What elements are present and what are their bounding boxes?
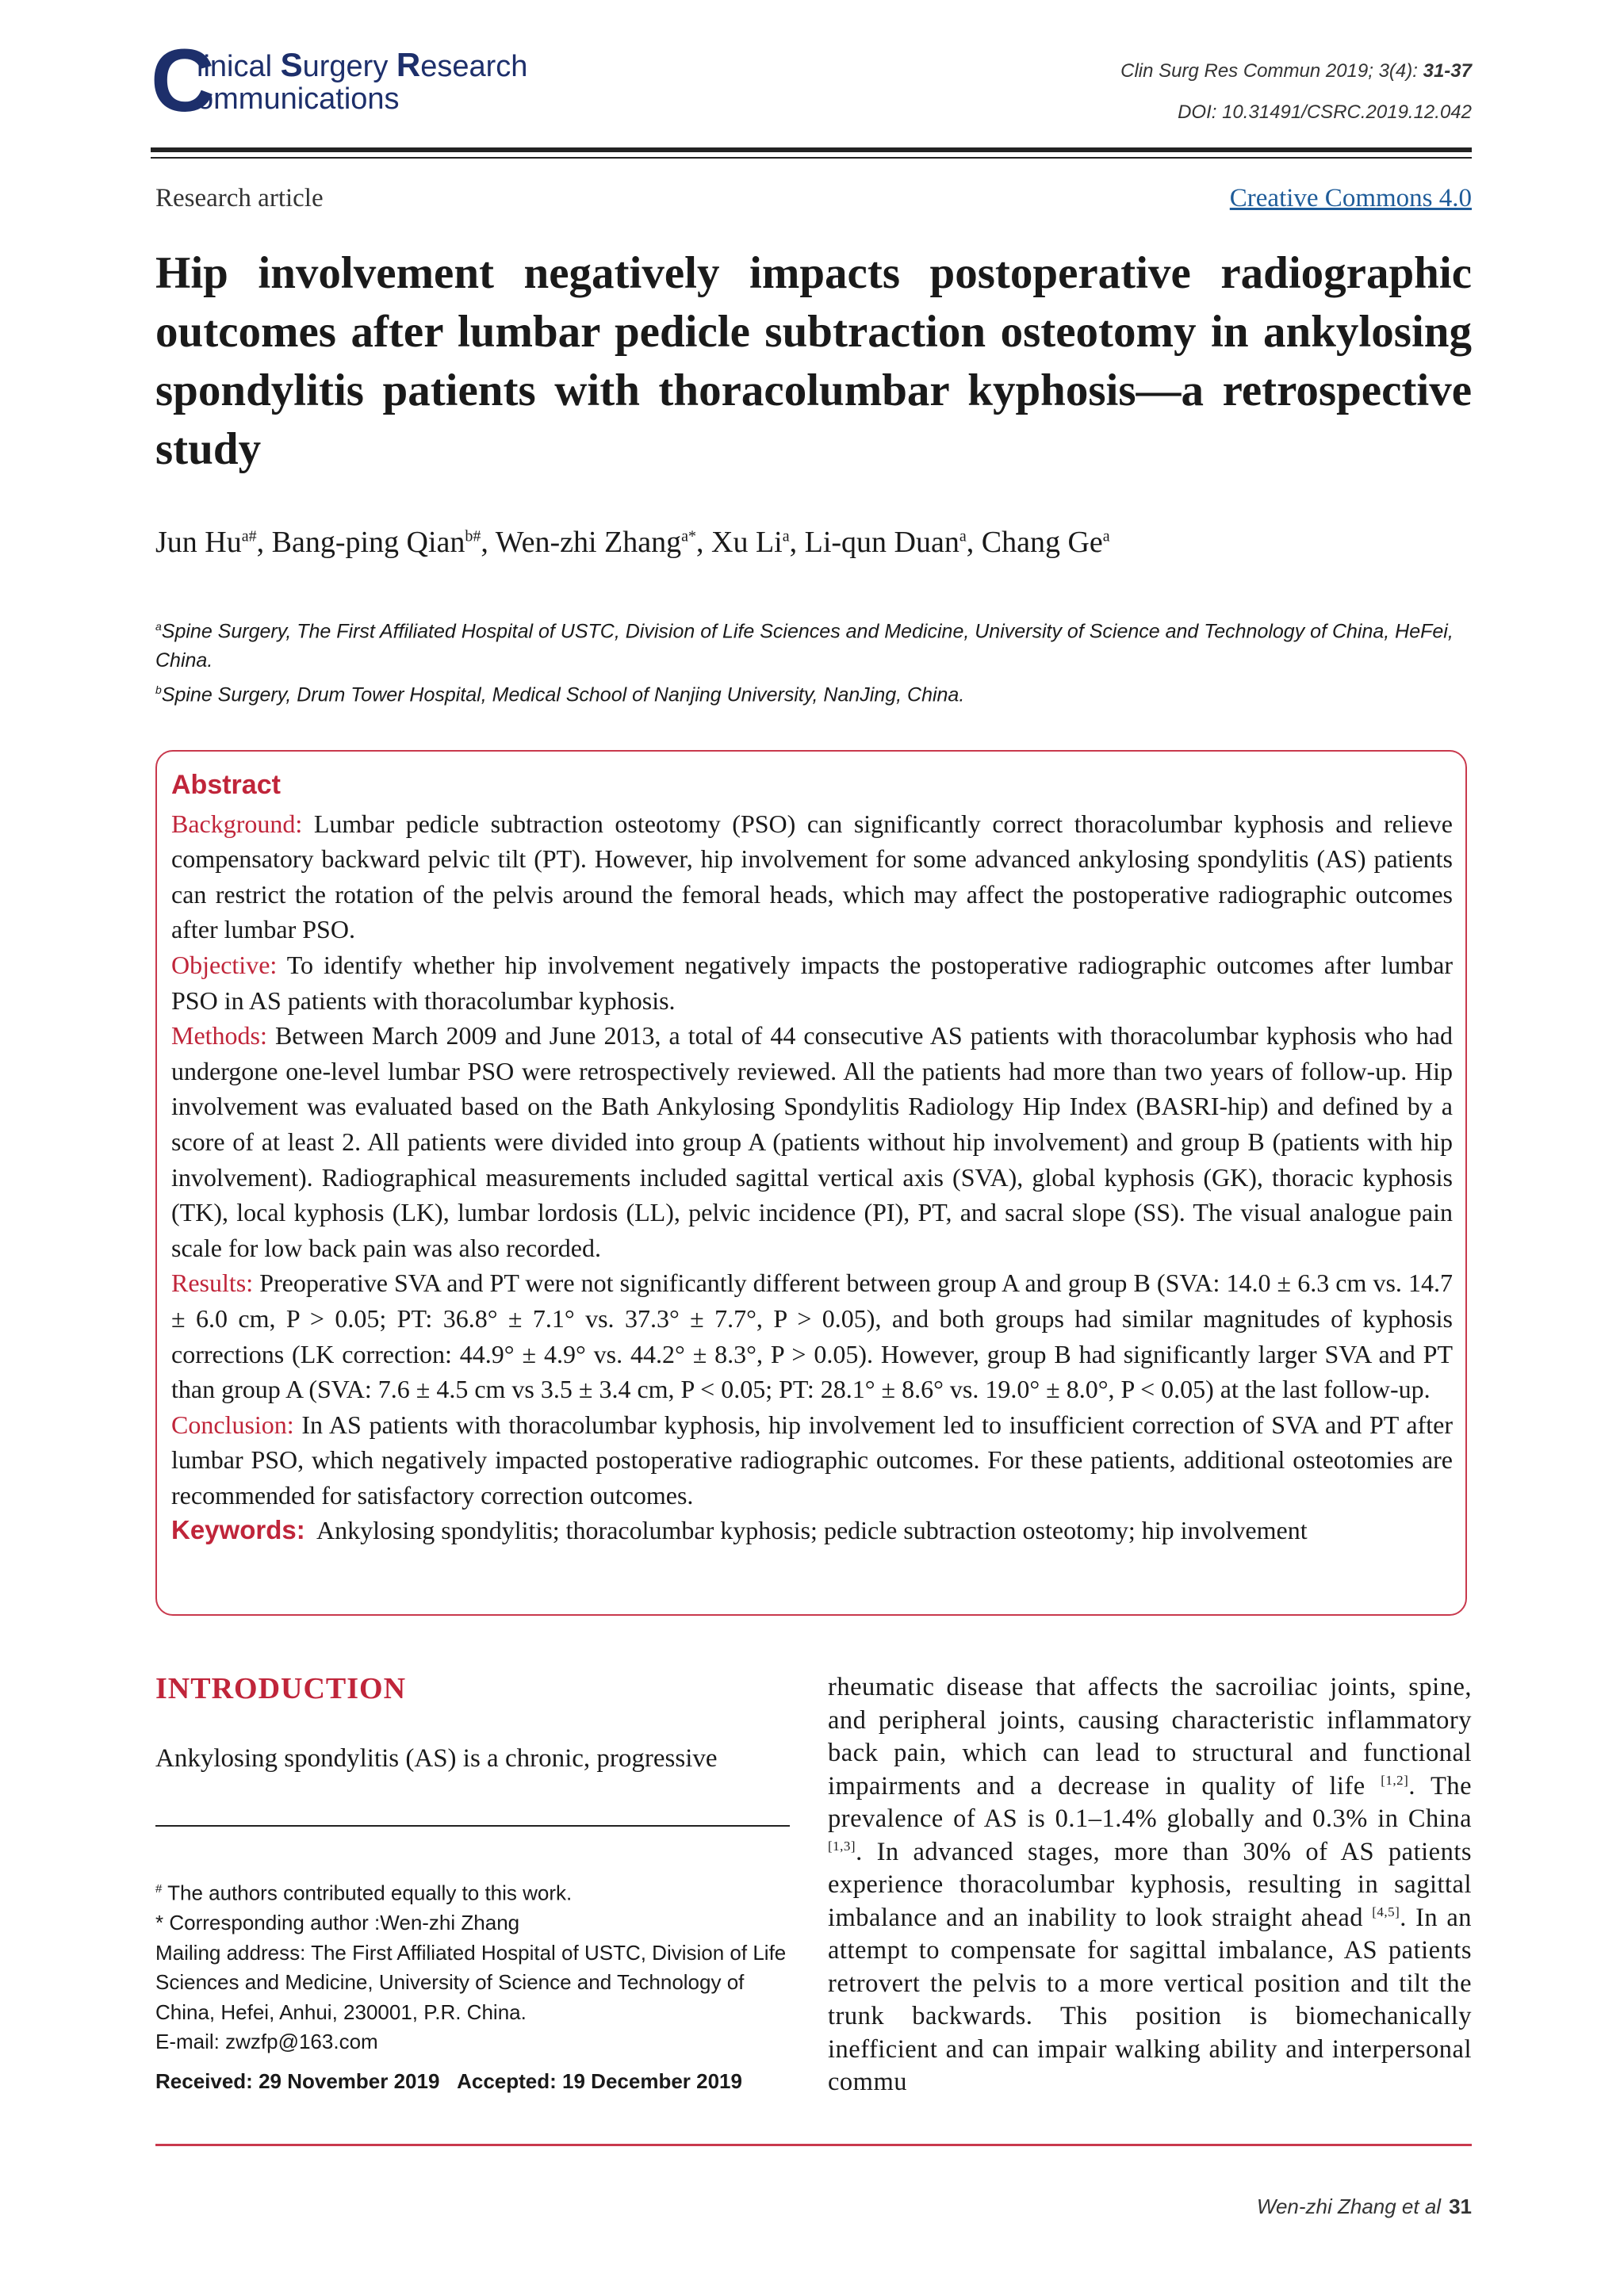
license-link[interactable]: Creative Commons 4.0 xyxy=(1229,184,1472,212)
received-accepted-dates xyxy=(155,2069,742,2094)
author-name: Wen-zhi Zhang xyxy=(495,526,682,559)
footnote-equal: # The authors contributed equally to this work. xyxy=(155,1881,573,1905)
affiliation-b: $^b$Spine Surgery, Drum Tower Hospital, Medical School of Nanjing University, NanJing, China. xyxy=(155,683,965,706)
received-date: Received: 29 November 2019 xyxy=(155,2069,440,2093)
abstract-results: Results: Preoperative SVA and PT were not significantly different between group A and group B (SVA: 14.0 ± 6.3 cm vs. 14.7 ± 6.0 cm, P > 0.05; PT: 36.8° ± 7.1° vs. 37.3° ± 7.7°, P > 0.05), and both groups had similar magnitudes of kyphosis corrections (LK correction: 44.9° ± 4.9° vs. 44.2° ± 8.3°, P > 0.05). However, group B had significantly larger SVA and PT than group A (SVA: 7.6 ± 4.5 cm vs 3.5 ± 3.4 cm, P < 0.05; PT: 28.1° ± 8.6° vs. 19.0° ± 8.0°, P < 0.05) at the last follow-up. xyxy=(171,1269,1454,1404)
affiliations xyxy=(155,612,1472,710)
doi-text: DOI: 10.31491/CSRC.2019.12.042 xyxy=(1178,101,1472,123)
page-footer xyxy=(1257,2195,1472,2219)
footer-author: Wen-zhi Zhang et al xyxy=(1256,2195,1442,2218)
abstract-objective: Objective: To identify whether hip involvement negatively impacts the postoperative radiographic outcomes after lumbar PSO in AS patients with thoracolumbar kyphosis. xyxy=(171,950,1454,1015)
abstract-conclusion: Conclusion: In AS patients with thoracolumbar kyphosis, hip involvement led to insufficient correction of SVA and PT after lumbar PSO, which negatively impacted postoperative radiographic outcomes. For these patients, additional osteotomies are recommended for satisfactory correction outcomes. xyxy=(171,1410,1454,1510)
abstract-methods: Methods: Between March 2009 and June 2013, a total of 44 consecutive AS patients with thoracolumbar kyphosis who had undergone one-level lumbar PSO were retrospectively reviewed. All the patients had more than two years of follow-up. Hip involvement was evaluated based on the Bath Ankylosing Spondylitis Radiology Hip Index (BASRI-hip) and defined by a score of at least 2. All patients were divided into group A (patients without hip involvement) and group B (patients with hip involvement). Radiographical measurements included sagittal vertical axis (SVA), global kyphosis (GK), thoracic kyphosis (TK), local kyphosis (LK), lumbar lordosis (LL), pelvic incidence (PI), PT, and sacral slope (SS). The visual analogue pain scale for low back pain was also recorded. xyxy=(171,1021,1454,1262)
citation-text: Clin Surg Res Commun 2019; 3(4): xyxy=(1120,60,1418,82)
footer-rule xyxy=(155,2144,1472,2146)
header-rule-thin xyxy=(151,157,1472,159)
author-name: Xu Li xyxy=(711,526,783,559)
logo-line-2: ommunications xyxy=(197,82,400,116)
footnote-email: E-mail: zwzfp@163.com xyxy=(155,2030,378,2054)
author-affil-mark: a xyxy=(959,527,967,545)
citation-ref[interactable]: [1,3] xyxy=(828,1838,856,1854)
logo-line-1: linical Surgery Research xyxy=(197,46,528,83)
page-range: 31-37 xyxy=(1423,60,1472,82)
logo-letter-c: C xyxy=(151,31,215,130)
introduction-heading: INTRODUCTION xyxy=(155,1672,407,1705)
affiliation-a: $^a$Spine Surgery, The First Affiliated Hospital of USTC, Division of Life Sciences and Medicine, University of Science and Technology of China, HeFei, China. xyxy=(155,620,1454,672)
abstract-keywords: Keywords: Ankylosing spondylitis; thoracolumbar kyphosis; pedicle subtraction osteotomy; hip involvement xyxy=(171,1515,1308,1545)
footnote-mailing: Mailing address: The First Affiliated Hospital of USTC, Division of Life Sciences and Medicine, University of Science and Technology of China, Hefei, Anhui, 230001, P.R. China. xyxy=(155,1940,787,2024)
author-affil-mark: a* xyxy=(681,527,696,545)
journal-citation xyxy=(1120,51,1472,133)
author-name: Chang Ge xyxy=(981,526,1103,559)
accepted-date: Accepted: 19 December 2019 xyxy=(457,2069,742,2093)
abstract-box xyxy=(155,750,1467,1616)
author-affil-mark: a xyxy=(1102,527,1110,545)
header-rule-thick xyxy=(151,147,1472,152)
article-type: Research article xyxy=(155,184,324,212)
introduction-right-text: rheumatic disease that affects the sacroiliac joints, spine, and peripheral joints, causing characteristic inflammatory back pain, which can lead to structural and functional impairments and a decrease in quality of life [1,2]. The prevalence of AS is 0.1–1.4% globally and 0.3% in China [1,3]. In advanced stages, more than 30% of AS patients experience thoracolumbar kyphosis, resulting in sagittal imbalance and an inability to look straight ahead [4,5]. In an attempt to compensate for sagittal imbalance, AS patients retrovert the pelvis to a more vertical position and tilt the trunk backwards. This position is biomechanically inefficient and can impair walking ability and interpersonal commu xyxy=(828,1673,1473,2096)
journal-logo xyxy=(151,31,563,130)
author-list: Jun $Hu^{a\#}$, Bang-ping Qian$^{b\#}$, Wen-zhi Zhang$^{a*}$, Xu Li$^a$, Li-qun Duan$^a$, Chang Ge$^a$ xyxy=(155,526,1110,559)
author-affil-mark: a# xyxy=(241,527,257,545)
citation-ref[interactable]: [1,2] xyxy=(1381,1772,1409,1788)
footnote-corresponding: * Corresponding author :Wen-zhi Zhang xyxy=(155,1911,520,1935)
paper-title: Hip involvement negatively impacts postoperative radiographic outcomes after lumbar pedicle subtraction osteotomy in ankylosing spondylitis patients with thoracolumbar kyphosis—a retrospective study xyxy=(155,248,1472,474)
abstract-heading: Abstract xyxy=(171,770,281,800)
author-affil-mark: b# xyxy=(465,527,481,545)
footnotes xyxy=(155,1874,793,2057)
author-name: Jun Hu xyxy=(155,526,242,559)
author-affil-mark: a xyxy=(782,527,790,545)
introduction-left-text: Ankylosing spondylitis (AS) is a chronic, progressive xyxy=(155,1744,718,1773)
author-name: Li-qun Duan xyxy=(804,526,959,559)
abstract-background: Background: Lumbar pedicle subtraction osteotomy (PSO) can significantly correct thoracolumbar kyphosis and relieve compensatory backward pelvic tilt (PT). However, hip involvement for some advanced ankylosing spondylitis (AS) patients can restrict the rotation of the pelvis around the femoral heads, which may affect the postoperative radiographic outcomes after lumbar PSO. xyxy=(171,809,1454,944)
page-number: 31 xyxy=(1449,2195,1472,2218)
author-name: Bang-ping Qian xyxy=(271,526,465,559)
footnote-rule xyxy=(155,1825,790,1827)
citation-ref[interactable]: [4,5] xyxy=(1372,1904,1400,1919)
